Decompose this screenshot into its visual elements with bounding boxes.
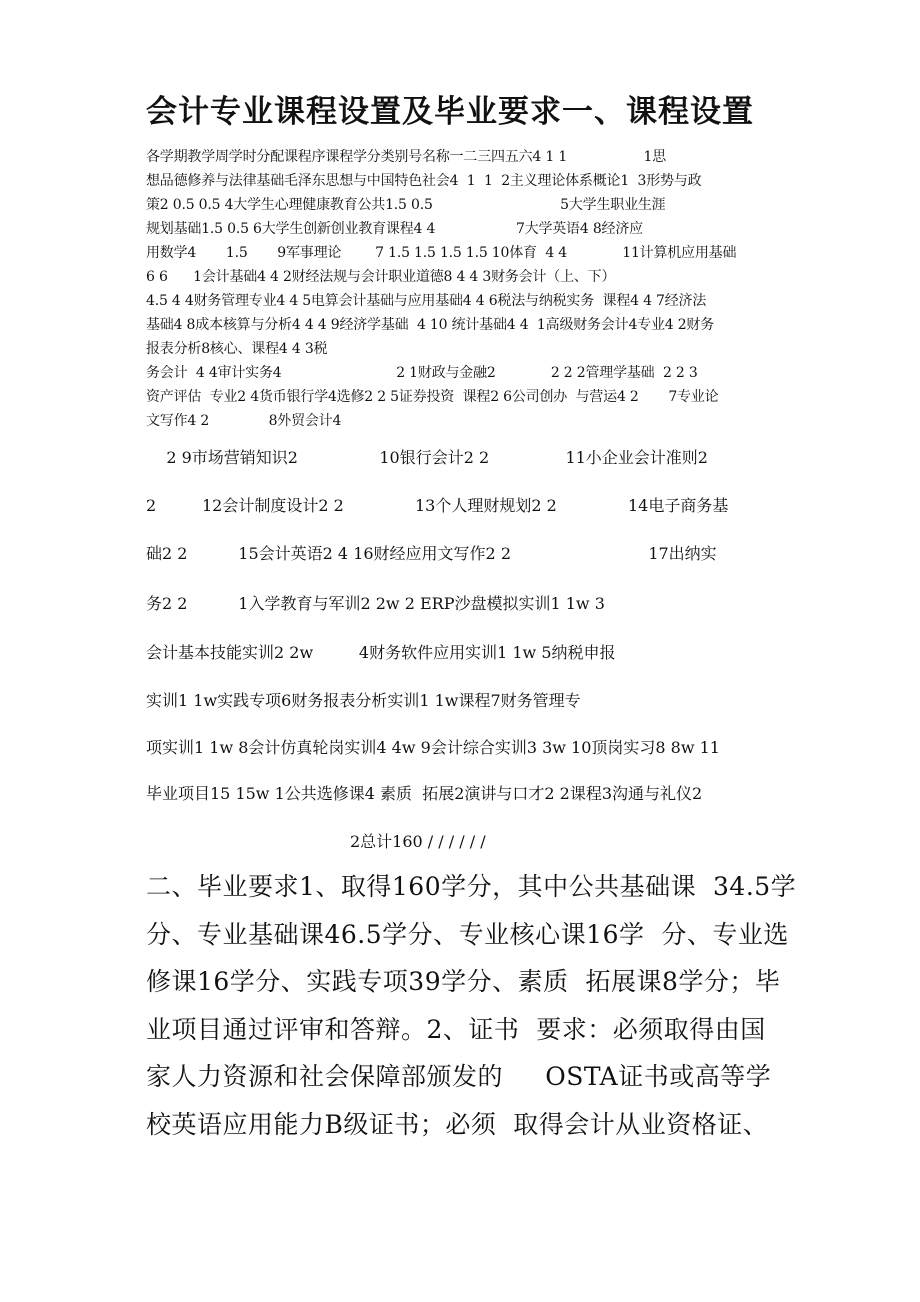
- course-text-line-10: 务会计 4 4审计实务4 2 1财政与金融2 2 2 2管理学基础 2 2 3: [146, 365, 698, 381]
- document-title: 会计专业课程设置及毕业要求一、课程设置: [146, 94, 754, 130]
- course-text-line-5: 用数学4 1.5 9军事理论 7 1.5 1.5 1.5 1.5 10体育 4 4 11计算机应用基础: [146, 245, 737, 261]
- requirements-line-3: 修课16学分、实践专项39学分、素质 拓展课8学分；毕: [146, 967, 781, 996]
- course-text-line-2: 想品德修养与法律基础毛泽东思想与中国特色社会4 1 1 2主义理论体系概论1 3形势与政: [146, 173, 702, 189]
- course-text-line-18: 实训1 1w实践专项6财务报表分析实训1 1w课程7财务管理专: [146, 691, 581, 710]
- course-text-line-9: 报表分析8核心、课程4 4 3税: [146, 341, 328, 357]
- requirements-line-2: 分、专业基础课46.5学分、专业核心课16学 分、专业选: [146, 920, 789, 949]
- total-credits-line: 2总计160 / / / / / /: [350, 832, 486, 851]
- course-text-line-7: 4.5 4 4财务管理专业4 4 5电算会计基础与应用基础4 4 6税法与纳税实务 课程4 4 7经济法: [146, 293, 707, 309]
- course-text-line-12: 文写作4 2 8外贸会计4: [146, 413, 342, 429]
- course-text-line-14: 2 12会计制度设计2 2 13个人理财规划2 2 14电子商务基: [146, 496, 729, 515]
- course-text-line-11: 资产评估 专业2 4货币银行学4选修2 2 5证券投资 课程2 6公司创办 与营运4 2 7专业论: [146, 389, 719, 405]
- course-text-line-4: 规划基础1.5 0.5 6大学生创新创业教育课程4 4 7大学英语4 8经济应: [146, 221, 643, 237]
- course-text-line-8: 基础4 8成本核算与分析4 4 4 9经济学基础 4 10 统计基础4 4 1高级财务会计4专业4 2财务: [146, 317, 715, 333]
- course-text-line-17: 会计基本技能实训2 2w 4财务软件应用实训1 1w 5纳税申报: [146, 643, 616, 662]
- requirements-line-6: 校英语应用能力B级证书；必须 取得会计从业资格证、: [146, 1110, 769, 1139]
- course-text-line-15: 础2 2 15会计英语2 4 16财经应用文写作2 2 17出纳实: [146, 544, 717, 563]
- requirements-line-4: 业项目通过评审和答辩。2、证书 要求：必须取得由国: [146, 1015, 766, 1044]
- course-text-line-6: 6 6 1会计基础4 4 2财经法规与会计职业道德8 4 4 3财务会计（上、下）: [146, 269, 616, 285]
- requirements-line-1: 二、毕业要求1、取得160学分，其中公共基础课 34.5学: [146, 872, 797, 901]
- course-text-line-3: 策2 0.5 0.5 4大学生心理健康教育公共1.5 0.5 5大学生职业生涯: [146, 197, 666, 213]
- course-text-line-19: 项实训1 1w 8会计仿真轮岗实训4 4w 9会计综合实训3 3w 10顶岗实习8 8w 11: [146, 738, 720, 757]
- course-text-line-1: 各学期教学周学时分配课程序课程学分类别号名称一二三四五六4 1 1 1思: [146, 149, 667, 165]
- course-text-line-13: 2 9市场营销知识2 10银行会计2 2 11小企业会计准则2: [146, 448, 708, 467]
- course-text-line-20: 毕业项目15 15w 1公共选修课4 素质 拓展2演讲与口才2 2课程3沟通与礼仪2: [146, 784, 703, 803]
- course-text-line-16: 务2 2 1入学教育与军训2 2w 2 ERP沙盘模拟实训1 1w 3: [146, 594, 605, 613]
- requirements-line-5: 家人力资源和社会保障部颁发的 OSTA证书或高等学: [146, 1062, 772, 1091]
